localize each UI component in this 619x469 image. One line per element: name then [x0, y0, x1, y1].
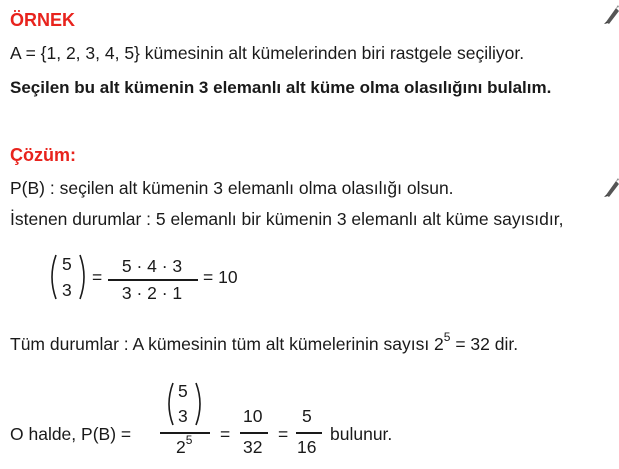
left-paren [163, 381, 175, 427]
binom-bottom: 3 [178, 406, 188, 426]
binom-top: 5 [178, 381, 188, 401]
fraction-denominator: 3 · 2 · 1 [121, 283, 183, 303]
binom-bottom: 3 [62, 280, 72, 300]
fraction-numerator: 10 [243, 406, 263, 426]
solution-definition: P(B) : seçilen alt kümenin 3 elemanlı olma olasılığı olsun. [10, 178, 454, 198]
fraction-bar [108, 279, 198, 281]
right-paren [194, 381, 206, 427]
equals-sign: = [92, 267, 103, 287]
equals-sign: = [278, 424, 289, 444]
fraction-bar [240, 432, 268, 434]
fraction-numerator: 5 [302, 406, 312, 426]
fraction-bar [160, 432, 210, 434]
example-statement: A = {1, 2, 3, 4, 5} kümesinin alt kümelerinden biri rastgele seçiliyor. [10, 43, 525, 63]
right-paren [78, 253, 90, 301]
example-question: Seçilen bu alt kümenin 3 elemanlı alt küme olma olasılığını bulalım. [10, 78, 552, 97]
fraction-denominator: $2^5$ [176, 433, 193, 457]
equation-result: = 10 [203, 267, 238, 287]
equals-sign: = [220, 424, 231, 444]
fraction-denominator: 32 [243, 437, 263, 457]
solution-all-cases: Tüm durumlar : A kümesinin tüm alt kümelerinin sayısı $2^5 = 32$ dir. [10, 330, 519, 354]
pencil-icon [602, 2, 619, 24]
fraction-denominator: 16 [297, 437, 317, 457]
solution-heading: Çözüm: [10, 145, 76, 165]
probability-suffix: bulunur. [330, 424, 393, 444]
fraction-bar [296, 432, 322, 434]
example-heading: ÖRNEK [10, 10, 76, 30]
pencil-icon [602, 175, 619, 197]
probability-prefix: O halde, P(B) = [10, 424, 132, 444]
solution-desired-cases: İstenen durumlar : 5 elemanlı bir kümenin 3 elemanlı alt küme sayısıdır, [10, 209, 564, 229]
binom-top: 5 [62, 254, 72, 274]
fraction-numerator: 5 · 4 · 3 [121, 256, 183, 276]
left-paren [46, 253, 58, 301]
